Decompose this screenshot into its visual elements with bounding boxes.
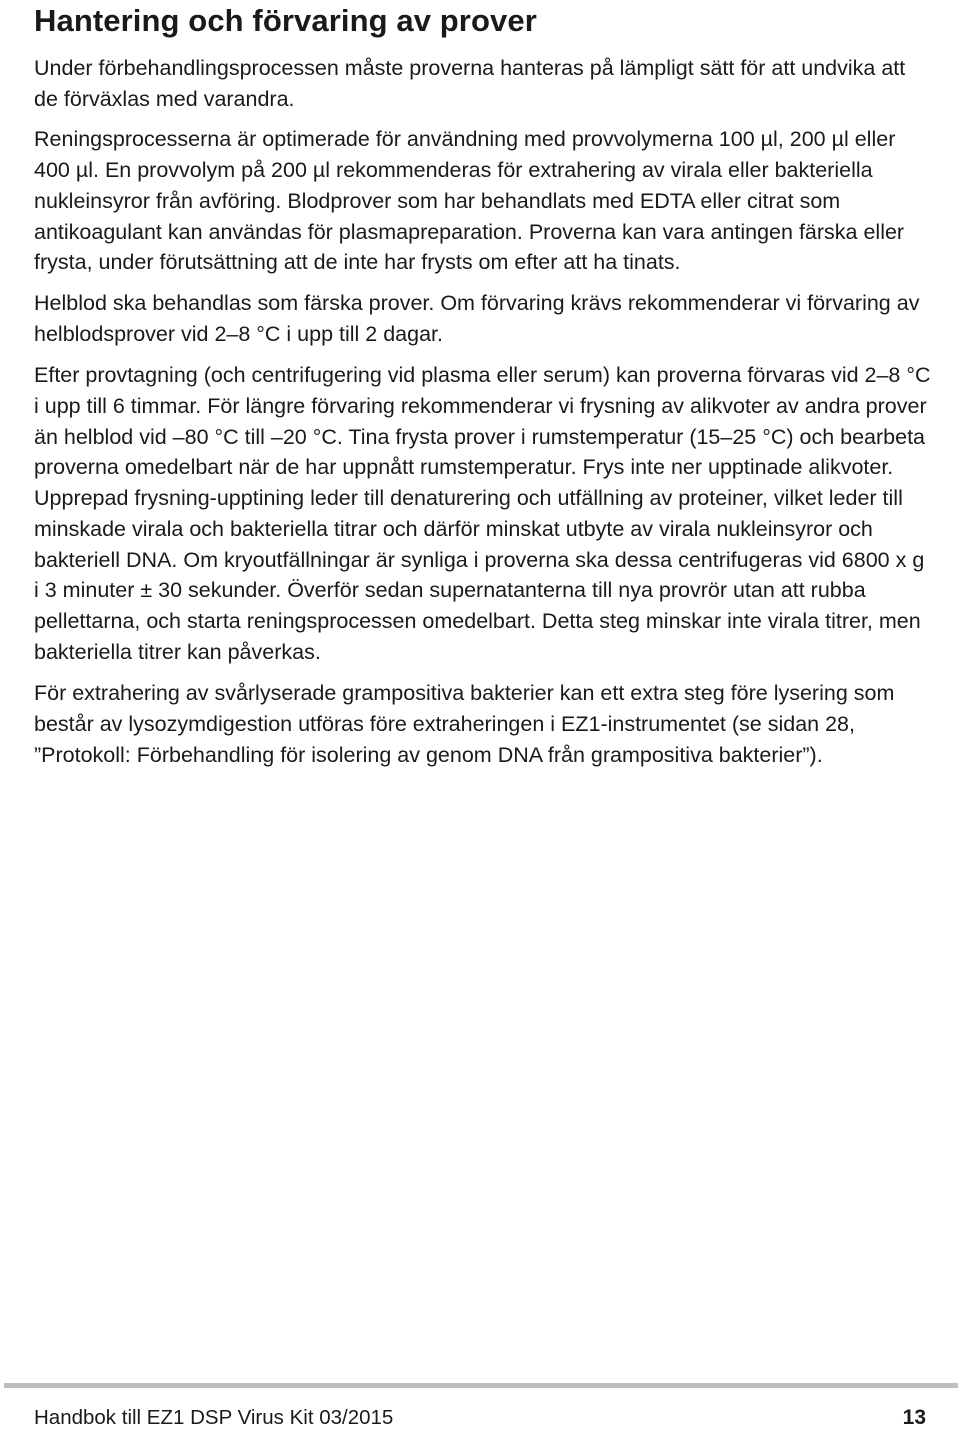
page-title: Hantering och förvaring av prover bbox=[34, 3, 537, 38]
footer-document-name: Handbok till EZ1 DSP Virus Kit 03/2015 bbox=[34, 1406, 394, 1429]
paragraph-sample-handling: Under förbehandlingsprocessen måste proverna hanteras på lämpligt sätt för att undvika att de förväxlas med varandra. bbox=[34, 56, 906, 111]
paragraph-sample-volumes: Reningsprocesserna är optimerade för användning med provvolymerna 100 µl, 200 µl eller 400 µl. En provvolym på 200 µl rekommenderas för extrahering av virala eller bakteriella nukleinsyror från avföring. Blodprover som har behandlats med EDTA eller citrat som antikoagulant kan användas för plasmapreparation. Proverna kan vara antingen färska eller frysta, under förutsättning att de inte har frysts om efter att ha tinats. bbox=[34, 127, 905, 275]
paragraph-storage: Efter provtagning (och centrifugering vid plasma eller serum) kan proverna förvaras vid 2–8 °C i upp till 6 timmar. För längre förvaring rekommenderar vi frysning av alikvoter av andra prover än helblod vid –80 °C till –20 °C. Tina frysta prover i rumstemperatur (15–25 °C) och bearbeta proverna omedelbart när de har uppnått rumstemperatur. Frys inte ner upptinade alikvoter. Upprepad frysning-upptining leder till denaturering och utfällning av proteiner, vilket leder till minskade virala och bakteriella titrar och därför minskat utbyte av virala nukleinsyror och bakteriell DNA. Om kryoutfällningar är synliga i proverna ska dessa centrifugeras vid 6800 x g i 3 minuter ± 30 sekunder. Överför sedan supernatanterna till nya provrör utan att rubba pellettarna, och starta reningsprocessen omedelbart. Detta steg minskar inte virala titrer, men bakteriella titrer kan påverkas. bbox=[34, 363, 931, 664]
paragraph-gram-positive: För extrahering av svårlyserade grampositiva bakterier kan ett extra steg före lysering som består av lysozymdigestion utföras före extraheringen i EZ1-instrumentet (se sidan 28, ”Protokoll: Förbehandling för isolering av genom DNA från grampositiva bakterier”). bbox=[34, 681, 895, 767]
footer-divider bbox=[4, 1383, 958, 1388]
page-number: 13 bbox=[902, 1406, 926, 1429]
paragraph-whole-blood: Helblod ska behandlas som färska prover. Om förvaring krävs rekommenderar vi förvaring av helblodsprover vid 2–8 °C i upp till 2 dagar. bbox=[34, 290, 920, 346]
body-content bbox=[34, 53, 934, 770]
